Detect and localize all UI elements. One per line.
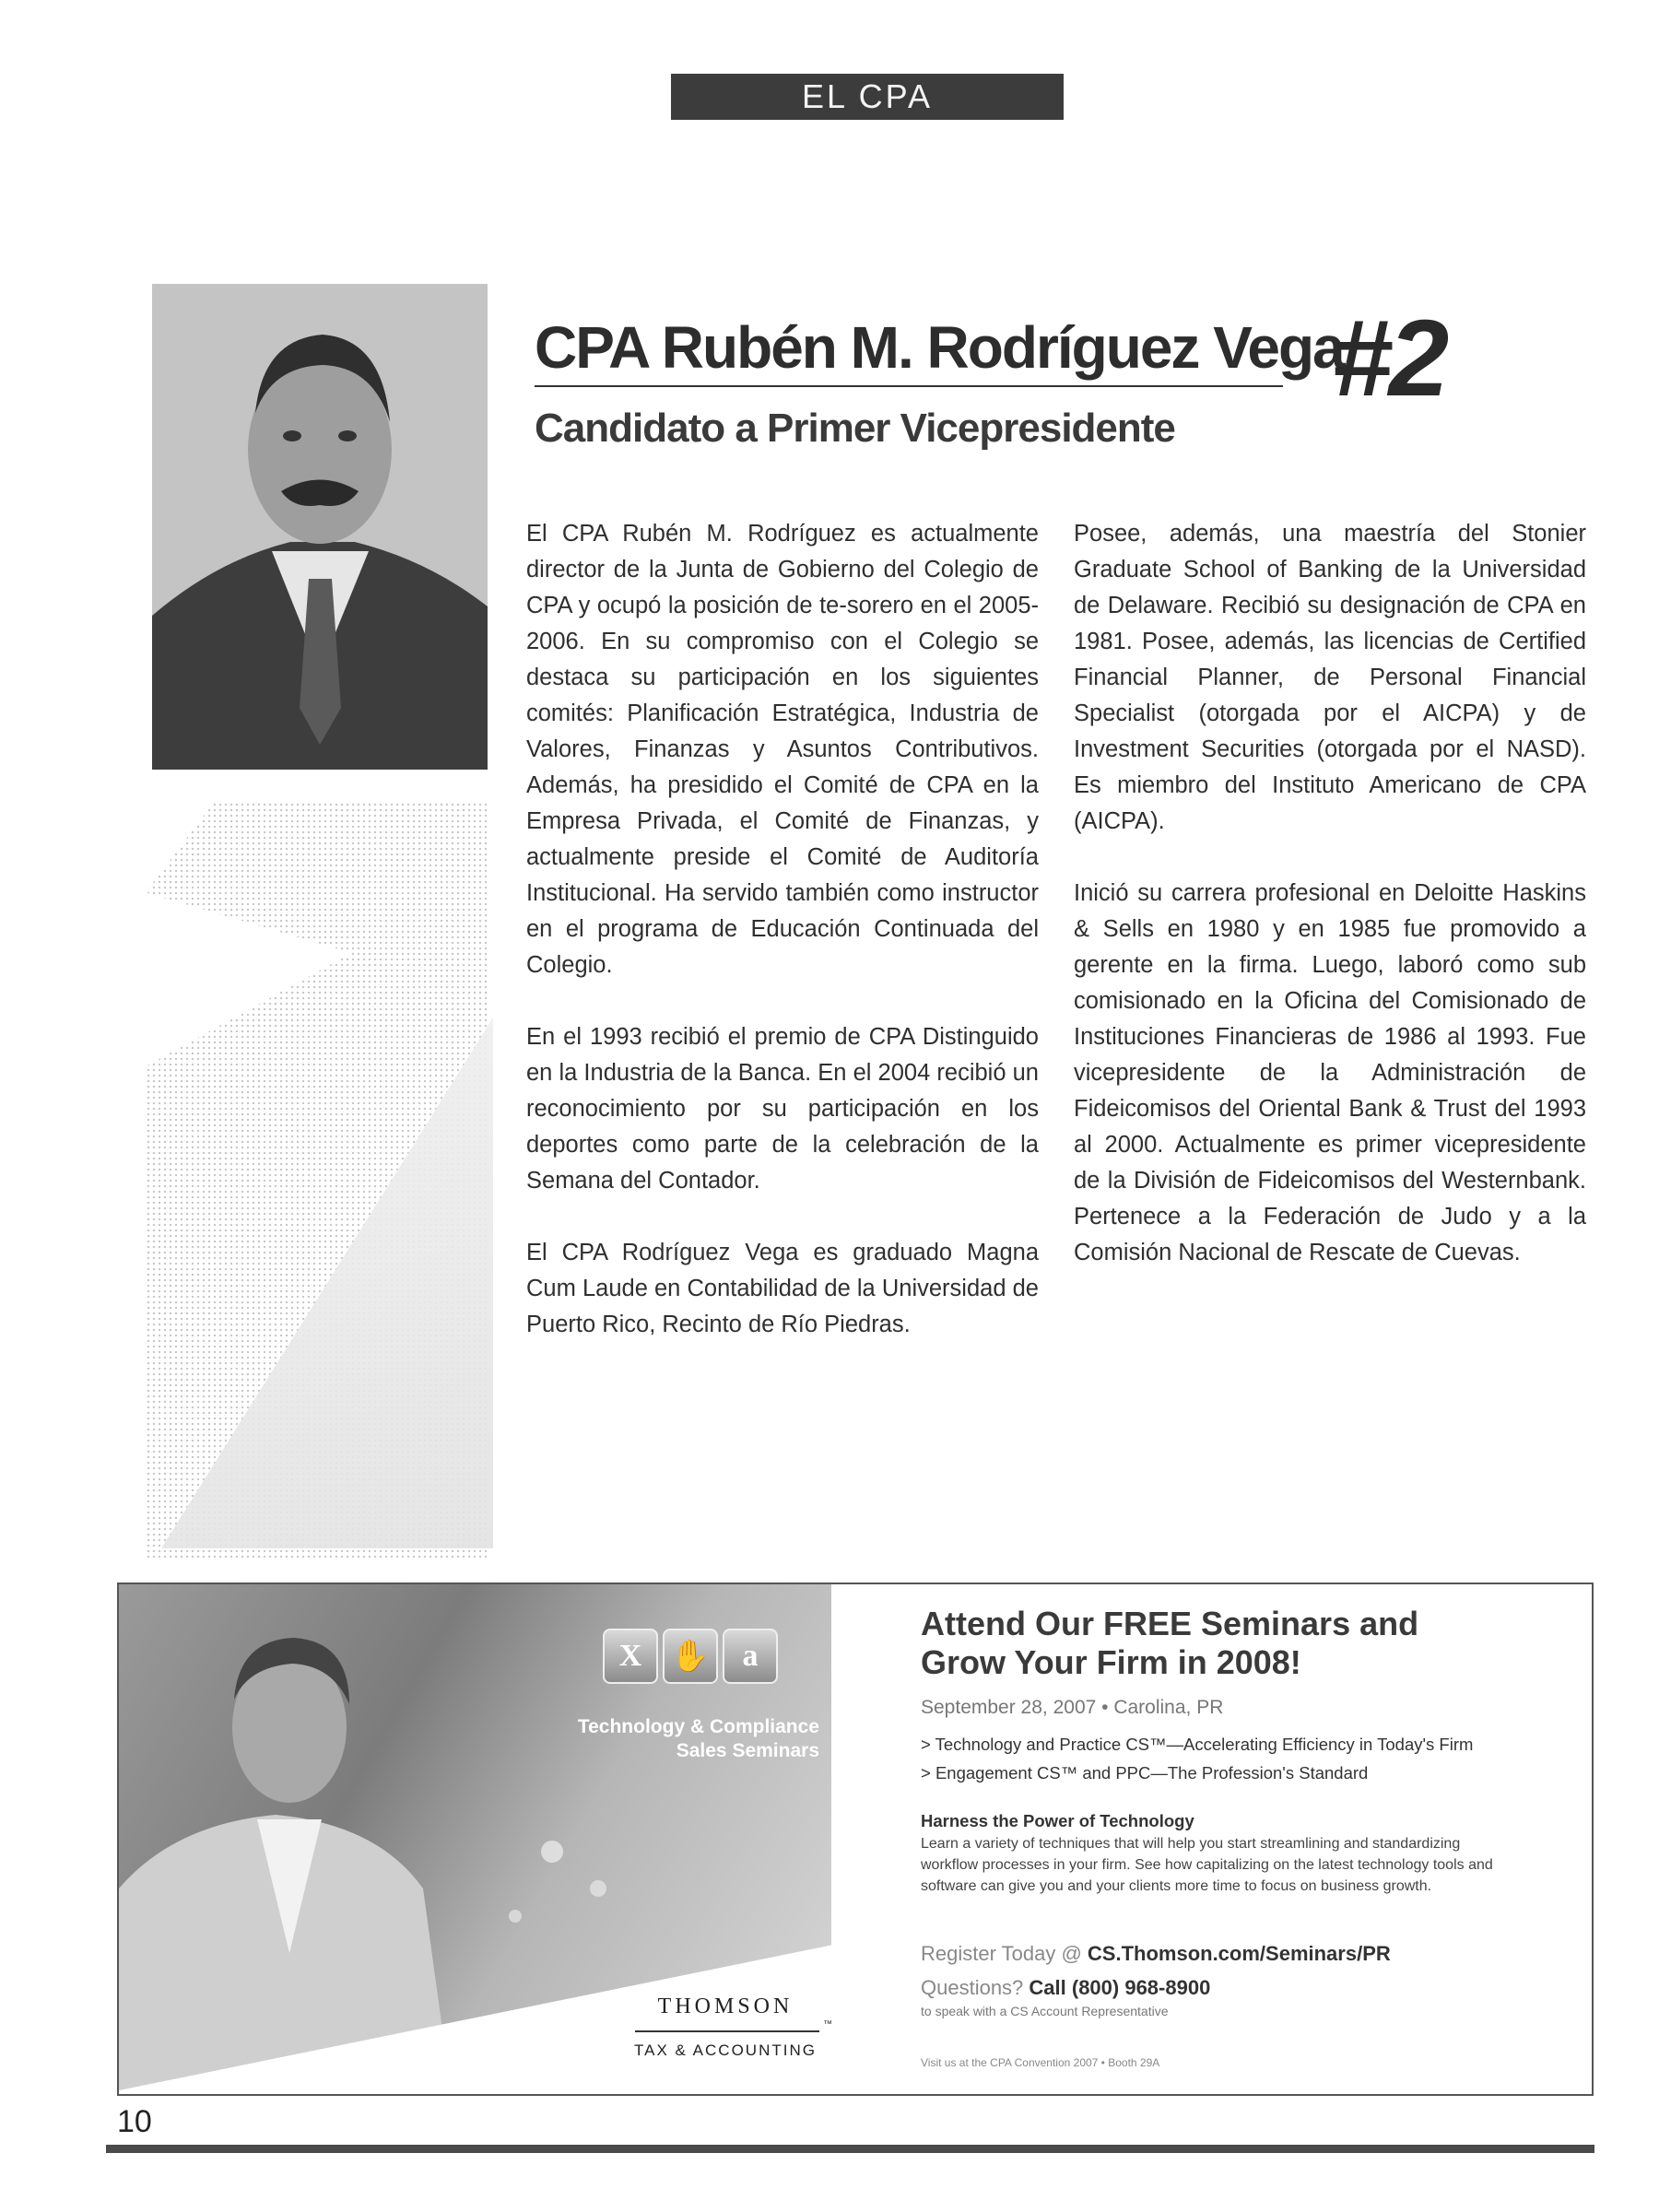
thomson-advertisement[interactable] [117,1583,1594,2096]
thomson-tagline: TAX & ACCOUNTING [634,2041,817,2059]
article-paragraph: Posee, además, una maestría del Stonier Graduate School of Banking de la Universidad de Delaware. Recibió su designación de CPA en 1981. Posee, además, las licencias de Certified Financial Planner, de Personal Financial Specialist (otorgada por el AICPA) y de Investment Securities (otorgada por el NASD). Es miembro del Instituto Americano de CPA (AICPA). [1074,521,1586,834]
article-paragraph: El CPA Rodríguez Vega es graduado Magna Cum Laude en Contabilidad de la Universidad de Puerto Rico, Recinto de Río Piedras. [526,1240,1039,1337]
ad-bullet-technology: > Technology and Practice CS™—Accelerating Efficiency in Today's Firm [921,1735,1474,1754]
trademark-mark: ™ [823,2019,832,2030]
ad-headline [921,1605,1566,1682]
ad-headline-line: Attend Our FREE Seminars and [921,1605,1419,1642]
candidate-name: CPA Rubén M. Rodríguez Vega [535,313,1283,387]
article-paragraph: En el 1993 recibió el premio de CPA Distinguido en la Industria de la Banca. En el 2004 recibió un reconocimiento por su participación en los deportes como parte de la celebración de la Semana del Contador. [526,1024,1039,1194]
article-paragraph: Inició su carrera profesional en Deloitte Haskins & Sells en 1980 y en 1985 fue promovido a gerente en la firma. Luego, laboró como sub comisionado en la Oficina del Comisionado de Instituciones Financieras de 1986 al 1993. Fue vicepresidente de la Administración de Fideicomisos del Oriental Bank & Trust del 1993 al 2000. Actualmente es primer vicepresidente de la División de Fideicomisos del Westernbank. Pertenece a la Federación de Judo y a la Comisión Nacional de Rescate de Cuevas. [1074,880,1586,1265]
candidate-position: Candidato a Primer Vicepresidente [535,406,1175,451]
candidate-number: #2 [1332,298,1446,419]
ad-convention-note: Visit us at the CPA Convention 2007 • Booth 29A [921,2056,1160,2069]
article-paragraph: El CPA Rubén M. Rodríguez es actualmente director de la Junta de Gobierno del Colegio de CPA y ocupó la posición de te-sorero en el 2005-2006. En su compromiso con el Colegio se destaca su participación en los siguientes comités: Planificación Estratégica, Industria de Valores, Finanzas y Asuntos Contributivos. Además, ha presidido el Comité de CPA en la Empresa Privada, el Comité de Finanzas, y actualmente preside el Comité de Auditoría Institucional. Ha servido también como instructor en el programa de Educación Continuada del Colegio. [526,521,1039,978]
article-column-left [526,516,1039,1379]
article-column-right [1074,516,1586,1307]
ad-questions [921,1976,1210,2000]
ad-headline-line: Grow Your Firm in 2008! [921,1643,1301,1681]
ad-speak-note: to speak with a CS Account Representative [921,2004,1169,2018]
ad-seminar-title [515,1715,819,1763]
ad-tech-body: Learn a variety of techniques that will help you start streamlining and standardizing workflow processes in your firm. See how capitalizing on the latest technology tools and software can give you and your clients more time to focus on business growth. [921,1836,1493,1894]
page-number: 10 [117,2104,152,2139]
ad-tech-heading: Harness the Power of Technology [921,1811,1194,1830]
ad-bullet-engagement: > Engagement CS™ and PPC—The Profession's Standard [921,1763,1369,1783]
thomson-logo: THOMSON [657,1994,794,2018]
ad-questions-label: Questions? [921,1976,1030,1999]
footer-rule [106,2145,1594,2153]
phone-number[interactable]: Call (800) 968-8900 [1029,1976,1211,1999]
section-label: EL CPA [671,74,1064,120]
ad-register-label: Register Today @ [921,1942,1088,1965]
at-app-icon: a [723,1629,778,1684]
ad-seminar-title-line: Sales Seminars [676,1740,819,1761]
ad-register [921,1942,1391,1966]
logo-rule [635,2030,819,2032]
candidate-portrait [152,284,488,770]
ad-seminar-title-line: Technology & Compliance [577,1716,819,1737]
hand-app-icon: ✋ [663,1629,718,1684]
portrait-illustration [152,284,488,770]
ad-date-location: September 28, 2007 • Carolina, PR [921,1697,1224,1718]
x-app-icon: X [603,1629,658,1684]
register-link[interactable]: CS.Thomson.com/Seminars/PR [1087,1942,1391,1965]
